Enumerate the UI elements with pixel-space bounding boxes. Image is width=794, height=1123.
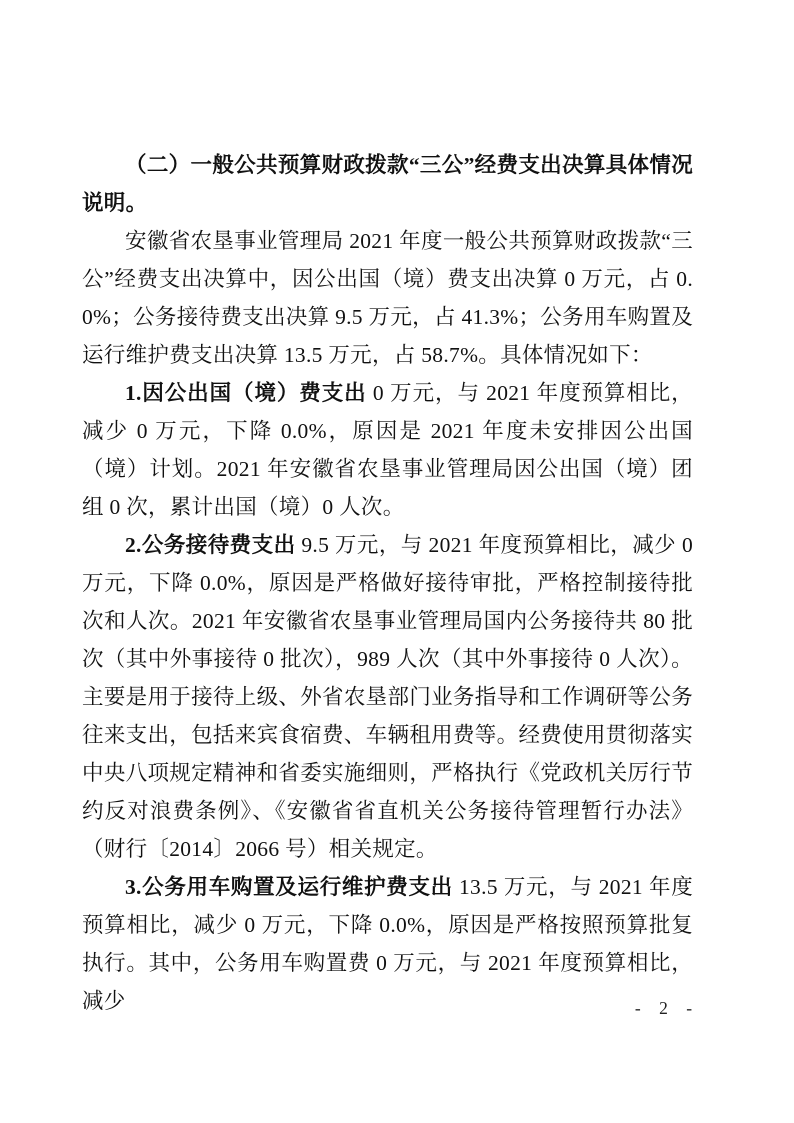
paragraph: [82, 526, 693, 868]
page-number: - 2 -: [634, 998, 700, 1018]
text-run: 9.5 万元，与 2021 年度预算相比，减少 0 万元，下降 0.0%，原因是严格做好接待审批，严格控制接待批次和人次。2021 年安徽省农垦事业管理局国内公务接待共 80 批次（其中外事接待 0 批次），989 人次（其中外事接待 0 人次）。主要是用于接待上级、外省农垦部门业务指导和工作调研等公务往来支出，包括来宾食宿费、车辆租用费等。经费使用贯彻落实中央八项规定精神和省委实施细则，严格执行《党政机关厉行节约反对浪费条例》、《安徽省省直机关公务接待管理暂行办法》（财行〔2014〕2066 号）相关规定。: [82, 533, 693, 861]
bold-text-run: 1.因公出国（境）费支出: [125, 381, 367, 405]
paragraph: [82, 868, 693, 1020]
bold-text-run: 3.公务用车购置及运行维护费支出: [125, 875, 453, 899]
section-heading: [82, 146, 693, 222]
paragraph: [82, 374, 693, 526]
bold-text-run: 2.公务接待费支出: [125, 533, 296, 557]
document-body: [82, 146, 693, 1020]
bold-text-run: （二）一般公共预算财政拨款“三公”经费支出决算具体情况说明。: [82, 153, 693, 215]
text-run: 0 万元，与 2021 年度预算相比，减少 0 万元，下降 0.0%，原因是 2021 年度未安排因公出国（境）计划。2021 年安徽省农垦事业管理局因公出国（境）团组 0 次，累计出国（境）0 人次。: [82, 381, 693, 519]
paragraph: [82, 222, 693, 374]
text-run: 13.5 万元，与 2021 年度预算相比，减少 0 万元，下降 0.0%，原因是严格按照预算批复执行。其中，公务用车购置费 0 万元，与 2021 年度预算相比，减少: [82, 875, 693, 1013]
text-run: 安徽省农垦事业管理局 2021 年度一般公共预算财政拨款“三公”经费支出决算中，因公出国（境）费支出决算 0 万元，占 0.0%；公务接待费支出决算 9.5 万元，占 41.3%；公务用车购置及运行维护费支出决算 13.5 万元，占 58.7%。具体情况如下：: [82, 229, 693, 367]
